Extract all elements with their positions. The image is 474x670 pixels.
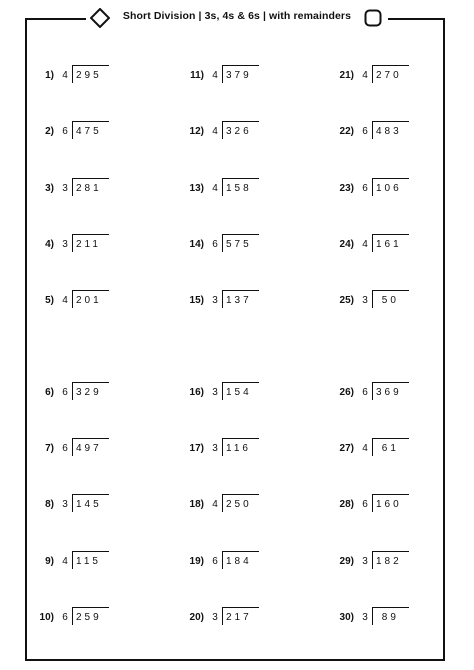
dividend: 259 — [76, 612, 102, 623]
divisor: 3 — [212, 612, 218, 623]
problem-number: 29) — [339, 556, 354, 567]
dividend: 211 — [76, 239, 101, 250]
rounded-square-icon — [364, 9, 382, 27]
dividend: 115 — [76, 556, 101, 567]
dividend: 50 — [376, 295, 399, 306]
dividend: 184 — [226, 556, 252, 567]
problem-number: 27) — [339, 443, 354, 454]
divisor: 4 — [212, 70, 218, 81]
problem-number: 30) — [339, 612, 354, 623]
dividend: 145 — [76, 499, 102, 510]
problem-number: 15) — [189, 295, 204, 306]
problem-number: 24) — [339, 239, 354, 250]
problem-number: 2) — [45, 126, 54, 137]
dividend: 201 — [76, 295, 102, 306]
divisor: 4 — [212, 183, 218, 194]
divisor: 3 — [362, 556, 368, 567]
problem-number: 26) — [339, 387, 354, 398]
problem-number: 7) — [45, 443, 54, 454]
problem-number: 5) — [45, 295, 54, 306]
diamond-icon — [90, 8, 110, 28]
problem-number: 4) — [45, 239, 54, 250]
dividend: 161 — [376, 239, 402, 250]
problem-number: 18) — [189, 499, 204, 510]
dividend: 379 — [226, 70, 252, 81]
dividend: 154 — [226, 387, 252, 398]
divisor: 6 — [62, 443, 68, 454]
dividend: 182 — [376, 556, 402, 567]
divisor: 4 — [362, 239, 368, 250]
problem-number: 6) — [45, 387, 54, 398]
divisor: 4 — [62, 295, 68, 306]
worksheet-header — [0, 7, 474, 29]
divisor: 3 — [212, 295, 218, 306]
dividend: 369 — [376, 387, 402, 398]
page-title: Short Division | 3s, 4s & 6s | with remainders — [122, 10, 352, 22]
dividend: 575 — [226, 239, 252, 250]
divisor: 3 — [62, 183, 68, 194]
problem-number: 21) — [339, 70, 354, 81]
dividend: 217 — [226, 612, 252, 623]
divisor: 3 — [212, 387, 218, 398]
problem-number: 11) — [190, 70, 204, 81]
divisor: 6 — [362, 126, 368, 137]
problem-number: 8) — [45, 499, 54, 510]
dividend: 137 — [226, 295, 252, 306]
divisor: 4 — [62, 70, 68, 81]
dividend: 281 — [76, 183, 102, 194]
problem-number: 23) — [339, 183, 354, 194]
divisor: 6 — [62, 387, 68, 398]
divisor: 6 — [212, 239, 218, 250]
divisor: 3 — [62, 239, 68, 250]
problem-number: 19) — [189, 556, 204, 567]
problem-number: 1) — [45, 70, 54, 81]
divisor: 4 — [62, 556, 68, 567]
problem-number: 13) — [189, 183, 204, 194]
divisor: 4 — [362, 70, 368, 81]
dividend: 326 — [226, 126, 252, 137]
dividend: 295 — [76, 70, 102, 81]
problem-number: 25) — [339, 295, 354, 306]
dividend: 270 — [376, 70, 402, 81]
divisor: 6 — [362, 183, 368, 194]
divisor: 3 — [362, 612, 368, 623]
dividend: 497 — [76, 443, 102, 454]
problem-number: 17) — [189, 443, 204, 454]
dividend: 158 — [226, 183, 252, 194]
dividend: 250 — [226, 499, 252, 510]
problem-number: 14) — [189, 239, 204, 250]
problem-number: 12) — [189, 126, 204, 137]
divisor: 3 — [212, 443, 218, 454]
dividend: 329 — [76, 387, 102, 398]
divisor: 6 — [62, 612, 68, 623]
dividend: 475 — [76, 126, 102, 137]
problem-number: 10) — [39, 612, 54, 623]
divisor: 4 — [212, 126, 218, 137]
dividend: 89 — [376, 612, 399, 623]
dividend: 106 — [376, 183, 402, 194]
divisor: 3 — [362, 295, 368, 306]
dividend: 61 — [376, 443, 399, 454]
dividend: 116 — [226, 443, 251, 454]
problem-number: 9) — [45, 556, 54, 567]
problem-number: 16) — [189, 387, 204, 398]
divisor: 4 — [212, 499, 218, 510]
problem-number: 3) — [45, 183, 54, 194]
divisor: 6 — [362, 387, 368, 398]
problem-number: 28) — [339, 499, 354, 510]
divisor: 4 — [362, 443, 368, 454]
divisor: 6 — [362, 499, 368, 510]
problem-number: 20) — [189, 612, 204, 623]
dividend: 160 — [376, 499, 402, 510]
divisor: 3 — [62, 499, 68, 510]
problem-number: 22) — [339, 126, 354, 137]
divisor: 6 — [212, 556, 218, 567]
divisor: 6 — [62, 126, 68, 137]
dividend: 483 — [376, 126, 402, 137]
